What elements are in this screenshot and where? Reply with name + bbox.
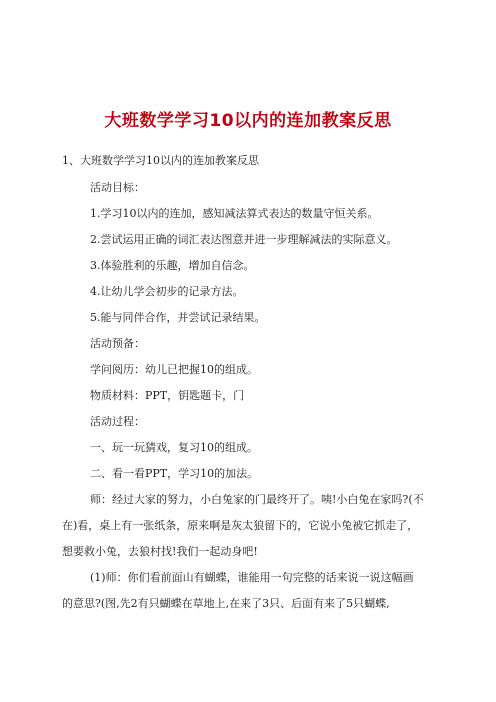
text-line: 二、看一看PPT，学习10的加法。 [90, 467, 259, 480]
text-line: 物质材料：PPT，钥匙题卡，门 [90, 389, 245, 402]
section-heading: 1、大班数学学习10以内的连加教案反思 [62, 154, 259, 167]
paragraph-line: 的意思?(图,先2有只蝴蝶在草地上,在来了3只、后面有来了5只蝴蝶, [62, 597, 390, 610]
paragraph-line: 在)看，桌上有一张纸条，原来啊是灰太狼留下的，它说小兔被它抓走了， [62, 519, 419, 532]
text-line: 5.能与同伴合作，并尝试记录结果。 [90, 311, 266, 324]
text-line: 1.学习10以内的连加，感知减法算式表达的数量守恒关系。 [90, 207, 379, 220]
text-line: 3.体验胜利的乐趣，增加自信念。 [90, 259, 255, 272]
paragraph-line: 想要救小兔，去狼村找!我们一起动身吧! [62, 545, 258, 558]
text-line: 活动目标： [90, 181, 145, 194]
paragraph-line: (1)师：你们看前面山有蝴蝶，谁能用一句完整的话来说一说这幅画 [90, 571, 414, 584]
text-line: 一、玩一玩猜戏，复习10的组成。 [90, 441, 258, 454]
text-line: 活动过程： [90, 415, 145, 428]
text-line: 学问阅历：幼儿已把握10的组成。 [90, 363, 258, 376]
text-line: 活动预备： [90, 337, 145, 350]
document-title: 大班数学学习10以内的连加教案反思 [104, 111, 392, 131]
text-line: 2.尝试运用正确的词汇表达图意并进一步理解减法的实际意义。 [90, 233, 398, 246]
text-line: 4.让幼儿学会初步的记录方法。 [90, 285, 244, 298]
paragraph-line: 师：经过大家的努力，小白兔家的门最终开了。咦!小白兔在家吗?(不 [90, 493, 424, 506]
